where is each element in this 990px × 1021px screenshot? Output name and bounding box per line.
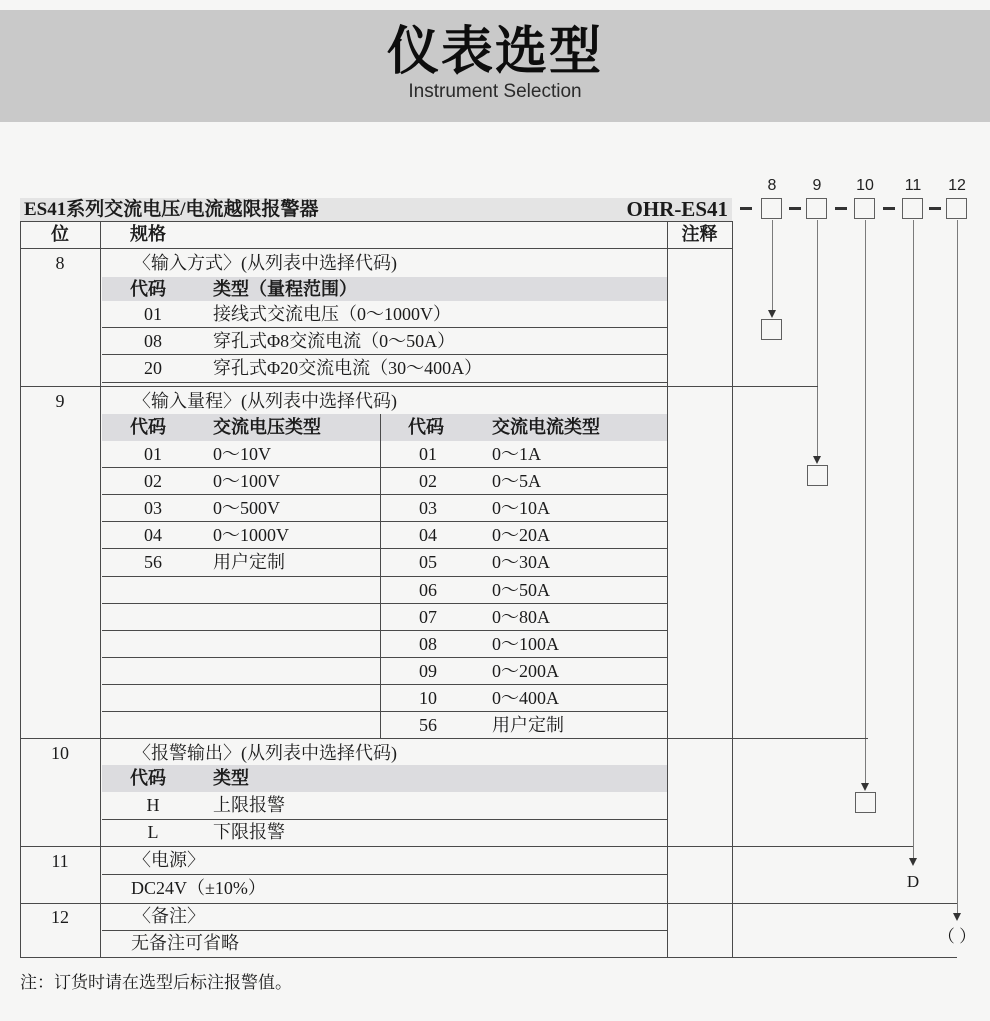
voltage-code: 04: [144, 525, 162, 545]
leader-line-8: [772, 220, 773, 312]
row10-band-type: 类型: [213, 768, 249, 788]
row8-band-code: 代码: [130, 279, 166, 299]
table-line: [102, 630, 667, 631]
row12-position: 12: [51, 907, 69, 927]
table-border: [20, 221, 732, 222]
series-title: ES41系列交流电压/电流越限报警器: [24, 199, 319, 220]
leader-line-11: [913, 220, 914, 860]
table-line: [102, 657, 667, 658]
col-header-note: 注释: [681, 224, 718, 244]
table-border: [20, 957, 957, 958]
row9-band-code1: 代码: [130, 417, 166, 437]
remark-parentheses-annotation: （ ）: [937, 927, 977, 946]
current-code: 56: [419, 715, 437, 735]
current-code: 03: [419, 498, 437, 518]
row8-item-type: 穿孔式Φ20交流电流（30～400A）: [213, 358, 483, 378]
alarm-type: 下限报警: [213, 822, 285, 842]
current-code: 07: [419, 607, 437, 627]
current-code: 06: [419, 580, 437, 600]
table-line: [102, 548, 667, 549]
table-line: [102, 494, 667, 495]
table-line: [102, 711, 667, 712]
table-line: [102, 521, 667, 522]
row11-position: 11: [51, 851, 69, 871]
dash-separator: [835, 207, 847, 210]
table-line: [102, 576, 667, 577]
current-code: 10: [419, 688, 437, 708]
row11-title: 〈电源〉: [133, 850, 205, 870]
current-code: 04: [419, 525, 437, 545]
table-line: [102, 819, 667, 820]
table-line: [102, 467, 667, 468]
digit-label-9: 9: [812, 177, 822, 194]
page-banner: [0, 10, 990, 122]
row8-item-code: 20: [144, 358, 162, 378]
current-code: 02: [419, 471, 437, 491]
current-range: 0～1A: [492, 444, 541, 464]
digit-label-12: 12: [948, 177, 966, 194]
current-range: 0～80A: [492, 607, 550, 627]
row10-position: 10: [51, 743, 69, 763]
table-line: [102, 603, 667, 604]
current-range: 用户定制: [492, 715, 564, 735]
table-border: [20, 386, 818, 387]
row8-item-type: 穿孔式Φ8交流电流（0～50A）: [213, 331, 456, 351]
arrow-down-icon: [813, 456, 821, 464]
current-range: 0～200A: [492, 661, 559, 681]
answer-box-8: [761, 319, 782, 340]
page-subtitle: Instrument Selection: [408, 81, 582, 102]
voltage-range: 0～500V: [213, 498, 280, 518]
table-border: [20, 738, 868, 739]
dash-separator: [883, 207, 895, 210]
voltage-range: 0～100V: [213, 471, 280, 491]
row8-band-type: 类型（量程范围）: [213, 279, 357, 299]
current-range: 0～50A: [492, 580, 550, 600]
row10-title: 〈报警输出〉(从列表中选择代码): [133, 743, 397, 763]
row9-title: 〈输入量程〉(从列表中选择代码): [133, 391, 397, 411]
dash-separator: [789, 207, 801, 210]
code-box-11: [902, 198, 923, 219]
arrow-down-icon: [909, 858, 917, 866]
dash-separator: [929, 207, 941, 210]
leader-line-10: [865, 220, 866, 785]
digit-label-8: 8: [767, 177, 777, 194]
subheader-band-row10: [102, 765, 667, 792]
col-header-spec: 规格: [130, 224, 166, 244]
power-code-annotation: D: [906, 872, 920, 891]
current-code: 09: [419, 661, 437, 681]
voltage-range: 0～1000V: [213, 525, 289, 545]
row12-value: 无备注可省略: [131, 933, 239, 953]
row8-item-code: 01: [144, 304, 162, 324]
voltage-code: 01: [144, 444, 162, 464]
current-range: 0～30A: [492, 552, 550, 572]
current-range: 0～10A: [492, 498, 550, 518]
table-line: [102, 382, 667, 383]
table-border: [20, 248, 732, 249]
voltage-code: 02: [144, 471, 162, 491]
row8-position: 8: [55, 253, 65, 273]
subheader-band-row8: [102, 277, 667, 301]
dash-separator: [740, 207, 752, 210]
digit-label-10: 10: [856, 177, 874, 194]
voltage-code: 03: [144, 498, 162, 518]
arrow-down-icon: [768, 310, 776, 318]
current-code: 08: [419, 634, 437, 654]
code-box-9: [806, 198, 827, 219]
alarm-code: L: [147, 822, 159, 842]
answer-box-9: [807, 465, 828, 486]
arrow-down-icon: [953, 913, 961, 921]
code-box-10: [854, 198, 875, 219]
digit-label-11: 11: [904, 177, 922, 194]
answer-box-10: [855, 792, 876, 813]
model-prefix: OHR-ES41: [626, 197, 728, 221]
table-line: [102, 684, 667, 685]
row9-position: 9: [55, 391, 65, 411]
voltage-range: 0～10V: [213, 444, 271, 464]
row12-title: 〈备注〉: [133, 906, 205, 926]
row10-band-code: 代码: [130, 768, 166, 788]
arrow-down-icon: [861, 783, 869, 791]
col-header-position: 位: [51, 224, 69, 244]
code-box-12: [946, 198, 967, 219]
current-range: 0～100A: [492, 634, 559, 654]
row9-band-type1: 交流电压类型: [213, 417, 321, 437]
current-range: 0～5A: [492, 471, 541, 491]
leader-line-9: [817, 220, 818, 458]
row8-title: 〈输入方式〉(从列表中选择代码): [133, 253, 397, 273]
row8-item-type: 接线式交流电压（0～1000V）: [213, 304, 451, 324]
current-range: 0～400A: [492, 688, 559, 708]
alarm-code: H: [146, 795, 160, 815]
row8-item-code: 08: [144, 331, 162, 351]
voltage-range: 用户定制: [213, 552, 285, 572]
row9-band-type2: 交流电流类型: [492, 417, 600, 437]
voltage-code: 56: [144, 552, 162, 572]
footer-note: 注：订货时请在选型后标注报警值。: [20, 973, 292, 992]
current-code: 01: [419, 444, 437, 464]
code-box-8: [761, 198, 782, 219]
row9-band-code2: 代码: [408, 417, 444, 437]
leader-line-12: [957, 220, 958, 915]
alarm-type: 上限报警: [213, 795, 285, 815]
row11-value: DC24V（±10%）: [131, 878, 266, 898]
page-title: 仪表选型: [386, 23, 603, 81]
current-range: 0～20A: [492, 525, 550, 545]
current-code: 05: [419, 552, 437, 572]
